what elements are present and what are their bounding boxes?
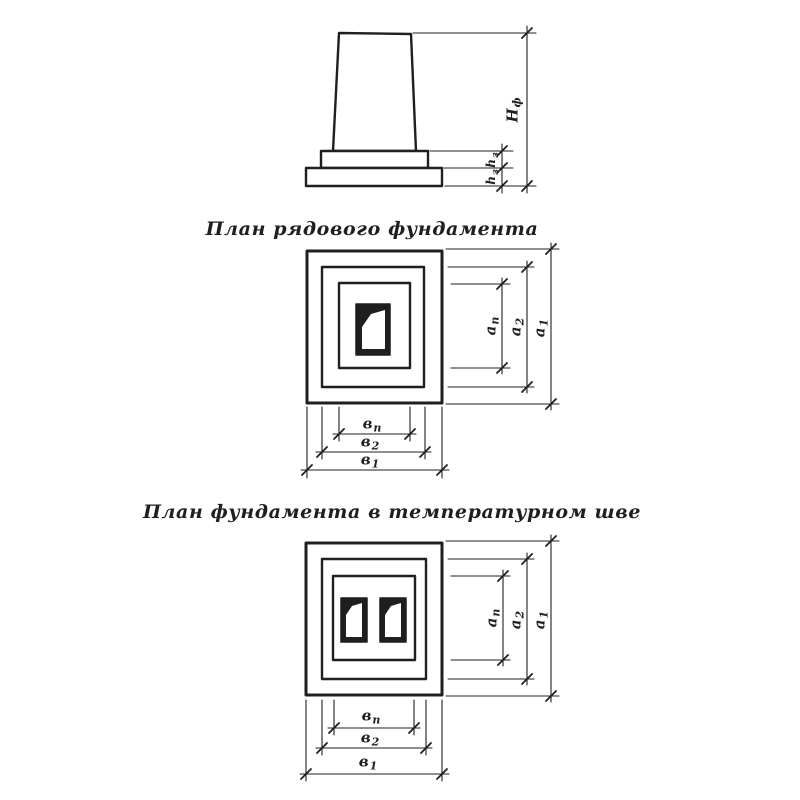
- dim-sub: ф: [510, 97, 524, 108]
- dim-main: а: [530, 327, 549, 338]
- dim-main: а: [482, 617, 501, 628]
- dim-label-hf: [505, 97, 522, 122]
- column-outline: [333, 33, 416, 151]
- dim-sub: п: [489, 608, 503, 617]
- dim-main: в: [358, 752, 369, 771]
- dim-sub: з: [490, 169, 501, 176]
- title-plan-expansion: План фундамента в температурном шве: [142, 501, 642, 523]
- dim-main: а: [506, 326, 525, 337]
- dim-main: в: [360, 432, 371, 451]
- dim-main: в: [360, 728, 371, 747]
- dim-label-b1-plan2: [359, 754, 378, 771]
- dim-main: в: [362, 414, 373, 433]
- foundation-step-upper: [321, 151, 428, 168]
- dim-main: а: [481, 325, 500, 336]
- dim-sub: 2: [371, 439, 380, 453]
- dim-label-b2-plan2: [361, 730, 380, 747]
- dim-main: а: [530, 619, 549, 630]
- dim-main: а: [506, 619, 525, 630]
- dim-label-ap-plan1: [483, 317, 500, 336]
- dim-label-a1-plan1: [532, 319, 549, 337]
- dim-sub: 2: [371, 735, 380, 749]
- dim-main: в: [360, 450, 371, 469]
- dim-main: h: [484, 159, 499, 168]
- elevation-view: [306, 26, 536, 193]
- dim-label-ap-plan2: [484, 609, 501, 628]
- dim-label-b1-plan1: [361, 452, 380, 469]
- dim-sub: 1: [369, 759, 378, 773]
- dim-label-bp-plan2: [362, 708, 381, 725]
- title-plan-ordinary: План рядового фундамента: [205, 218, 539, 240]
- dim-main: Н: [503, 108, 522, 123]
- dim-sub: п: [488, 316, 502, 325]
- dim-label-a2-plan2: [508, 611, 525, 629]
- plan-expansion-view: [300, 535, 559, 781]
- dim-label-h3-upper: [485, 152, 501, 167]
- dim-sub: 2: [513, 610, 527, 619]
- dim-label-h3-lower: [485, 169, 501, 184]
- dim-sub: 2: [513, 317, 527, 326]
- dim-label-bp-plan1: [363, 416, 382, 433]
- dim-main: в: [361, 706, 372, 725]
- dim-label-a1-plan2: [532, 611, 549, 629]
- dim-sub: п: [373, 421, 382, 435]
- dim-sub: п: [372, 713, 381, 727]
- dim-sub: 1: [537, 610, 551, 619]
- dim-main: h: [484, 176, 499, 185]
- dim-sub: 1: [371, 457, 380, 471]
- dim-label-a2-plan1: [508, 318, 525, 336]
- foundation-step-lower: [306, 168, 442, 186]
- dim-sub: з: [490, 152, 501, 159]
- plan-ordinary-view: [301, 243, 559, 478]
- dim-sub: 1: [537, 318, 551, 327]
- dim-label-b2-plan1: [361, 434, 380, 451]
